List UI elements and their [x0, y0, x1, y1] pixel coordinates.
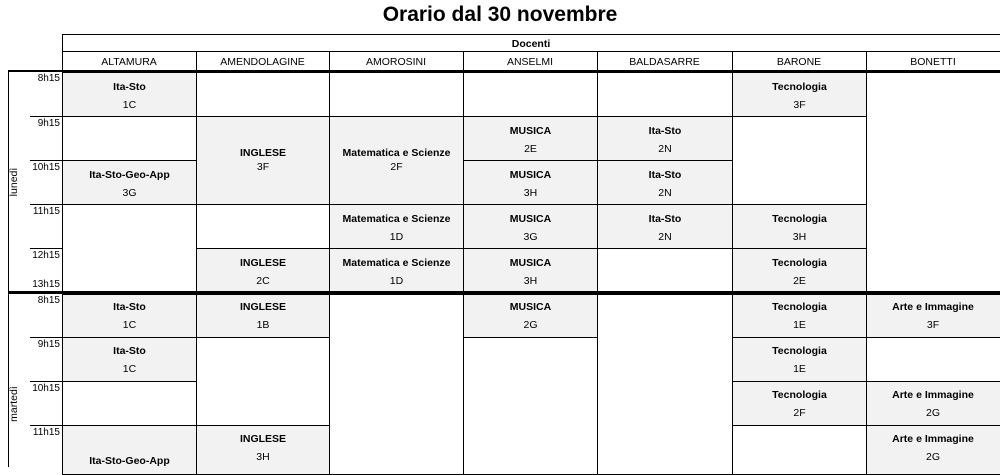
lesson-cell[interactable]	[196, 425, 330, 475]
empty-cell	[196, 204, 330, 249]
lesson-subject: Tecnologia	[772, 257, 827, 269]
hour-tick	[30, 160, 62, 161]
lesson-cell[interactable]	[329, 116, 464, 205]
empty-cell	[463, 72, 598, 117]
empty-cell	[732, 116, 867, 205]
lesson-class: 1D	[389, 231, 404, 243]
hour-tick	[30, 337, 62, 338]
lesson-subject: Tecnologia	[772, 81, 827, 93]
hour-tick	[30, 425, 62, 426]
lesson-cell[interactable]	[732, 204, 867, 249]
lesson-cell[interactable]	[597, 204, 733, 249]
lesson-class: 2N	[658, 231, 672, 243]
lesson-class: 2N	[658, 143, 672, 155]
lesson-class: 1E	[793, 363, 806, 375]
lesson-subject: Arte e Immagine	[892, 433, 974, 445]
empty-cell	[329, 294, 464, 475]
lesson-cell[interactable]	[329, 248, 464, 292]
lesson-subject: Tecnologia	[772, 301, 827, 313]
lesson-subject: Arte e Immagine	[892, 389, 974, 401]
lesson-cell[interactable]	[463, 248, 598, 292]
time-label: 8h15	[37, 295, 60, 306]
empty-cell	[866, 337, 1000, 382]
lesson-subject: Arte e Immagine	[892, 301, 974, 313]
lesson-subject: INGLESE	[239, 257, 287, 269]
time-label: 13h15	[32, 279, 60, 290]
lesson-class: 3H	[523, 275, 538, 287]
lesson-subject: INGLESE	[239, 433, 287, 445]
empty-cell	[62, 381, 197, 426]
lesson-class: 2F	[793, 407, 806, 419]
hour-tick	[30, 381, 62, 382]
lesson-subject: Tecnologia	[772, 389, 827, 401]
lesson-class: 2G	[925, 451, 940, 463]
lesson-class: 3G	[523, 231, 538, 243]
empty-cell	[597, 248, 733, 292]
lesson-subject: Ita-Sto	[648, 213, 682, 225]
lesson-cell[interactable]	[866, 294, 1000, 338]
group-header: Docenti	[511, 38, 551, 50]
lesson-cell[interactable]	[597, 160, 733, 205]
lesson-class: 2N	[658, 187, 672, 199]
lesson-class: 3G	[122, 187, 137, 199]
lesson-class: 3H	[792, 231, 807, 243]
empty-cell	[866, 72, 1000, 292]
lesson-subject: Ita-Sto	[648, 169, 682, 181]
lesson-subject: Matematica e Scienze	[342, 213, 451, 225]
empty-cell	[732, 425, 867, 475]
lesson-cell[interactable]	[62, 72, 197, 117]
time-label: 10h15	[32, 383, 60, 394]
lesson-subject: MUSICA	[509, 257, 552, 269]
lesson-cell[interactable]	[732, 381, 867, 426]
teacher-header: BALDASARRE	[629, 56, 700, 68]
empty-cell	[62, 204, 197, 292]
lesson-cell[interactable]	[196, 116, 330, 205]
lesson-class: 1D	[389, 275, 404, 287]
lesson-subject: Matematica e Scienze	[342, 257, 451, 269]
teacher-header: ALTAMURA	[101, 56, 157, 68]
empty-cell	[597, 294, 733, 475]
lesson-class: 1E	[793, 319, 806, 331]
page-title: Orario dal 30 novembre	[382, 3, 618, 26]
empty-cell	[463, 337, 598, 475]
hour-tick	[30, 204, 62, 205]
day-label: lunedì	[8, 167, 20, 197]
lesson-class: 3F	[793, 99, 806, 111]
lesson-class: 2F	[390, 161, 403, 173]
lesson-cell[interactable]	[62, 337, 197, 382]
lesson-cell[interactable]	[463, 204, 598, 249]
time-label: 9h15	[37, 118, 60, 129]
empty-cell	[196, 72, 330, 117]
time-label: 12h15	[32, 250, 60, 261]
lesson-cell[interactable]	[732, 72, 867, 117]
lesson-subject: Ita-Sto	[113, 345, 146, 357]
teacher-header: AMOROSINI	[365, 56, 427, 68]
lesson-cell[interactable]	[196, 294, 330, 338]
lesson-cell[interactable]	[866, 381, 1000, 426]
teacher-header: BARONE	[776, 56, 822, 68]
hour-tick	[30, 116, 62, 117]
lesson-class: 3F	[256, 161, 270, 173]
teacher-header: ANSELMI	[506, 56, 554, 68]
lesson-cell[interactable]	[463, 160, 598, 205]
lesson-class: 2G	[523, 319, 538, 331]
empty-cell	[597, 72, 733, 117]
lesson-subject: MUSICA	[509, 213, 552, 225]
empty-cell	[62, 116, 197, 161]
lesson-subject: INGLESE	[239, 301, 287, 313]
lesson-subject: Tecnologia	[772, 345, 827, 357]
day-label: martedì	[8, 386, 20, 422]
lesson-class: 2G	[925, 407, 940, 419]
lesson-cell[interactable]	[62, 160, 197, 205]
lesson-cell[interactable]	[732, 248, 867, 292]
lesson-class: 1B	[256, 319, 270, 331]
lesson-cell[interactable]	[62, 425, 197, 475]
lesson-cell[interactable]	[597, 116, 733, 161]
time-label: 8h15	[37, 73, 60, 84]
time-label: 11h15	[32, 427, 60, 438]
lesson-class: 2E	[793, 275, 806, 287]
hour-tick	[30, 248, 62, 249]
lesson-subject: Tecnologia	[772, 213, 827, 225]
time-label: 10h15	[32, 162, 60, 173]
lesson-cell[interactable]	[329, 204, 464, 249]
lesson-subject: MUSICA	[509, 301, 552, 313]
lesson-subject: Ita-Sto-Geo-App	[89, 169, 170, 181]
lesson-cell[interactable]	[463, 294, 598, 338]
lesson-cell[interactable]	[732, 294, 867, 338]
lesson-subject: MUSICA	[509, 169, 552, 181]
lesson-subject: Ita-Sto	[113, 81, 146, 93]
lesson-class: 2C	[256, 275, 270, 287]
lesson-subject: Ita-Sto	[648, 125, 682, 137]
lesson-cell[interactable]	[196, 248, 330, 292]
lesson-class: 1C	[122, 319, 137, 331]
time-label: 9h15	[37, 339, 60, 350]
lesson-subject: INGLESE	[239, 147, 287, 159]
lesson-cell[interactable]	[463, 116, 598, 161]
lesson-class: 3F	[926, 319, 940, 331]
lesson-subject: Matematica e Scienze	[342, 147, 451, 159]
table-top-border	[62, 34, 1000, 35]
lesson-class: 2E	[524, 143, 537, 155]
time-label: 11h15	[32, 206, 60, 217]
empty-cell	[196, 337, 330, 426]
lesson-class: 3H	[256, 451, 270, 463]
lesson-cell[interactable]	[62, 294, 197, 338]
teacher-header: BONETTI	[910, 56, 956, 68]
lesson-subject: MUSICA	[509, 125, 552, 137]
lesson-class: 1C	[122, 99, 137, 111]
lesson-subject: Ita-Sto-Geo-App	[89, 455, 170, 467]
lesson-cell[interactable]	[732, 337, 867, 382]
lesson-class: 1C	[122, 363, 137, 375]
empty-cell	[329, 72, 464, 117]
header-divider	[62, 51, 1000, 52]
teacher-header: AMENDOLAGINE	[220, 56, 305, 68]
lesson-subject: Ita-Sto	[113, 301, 146, 313]
lesson-class: 3H	[523, 187, 538, 199]
lesson-cell[interactable]	[866, 425, 1000, 475]
